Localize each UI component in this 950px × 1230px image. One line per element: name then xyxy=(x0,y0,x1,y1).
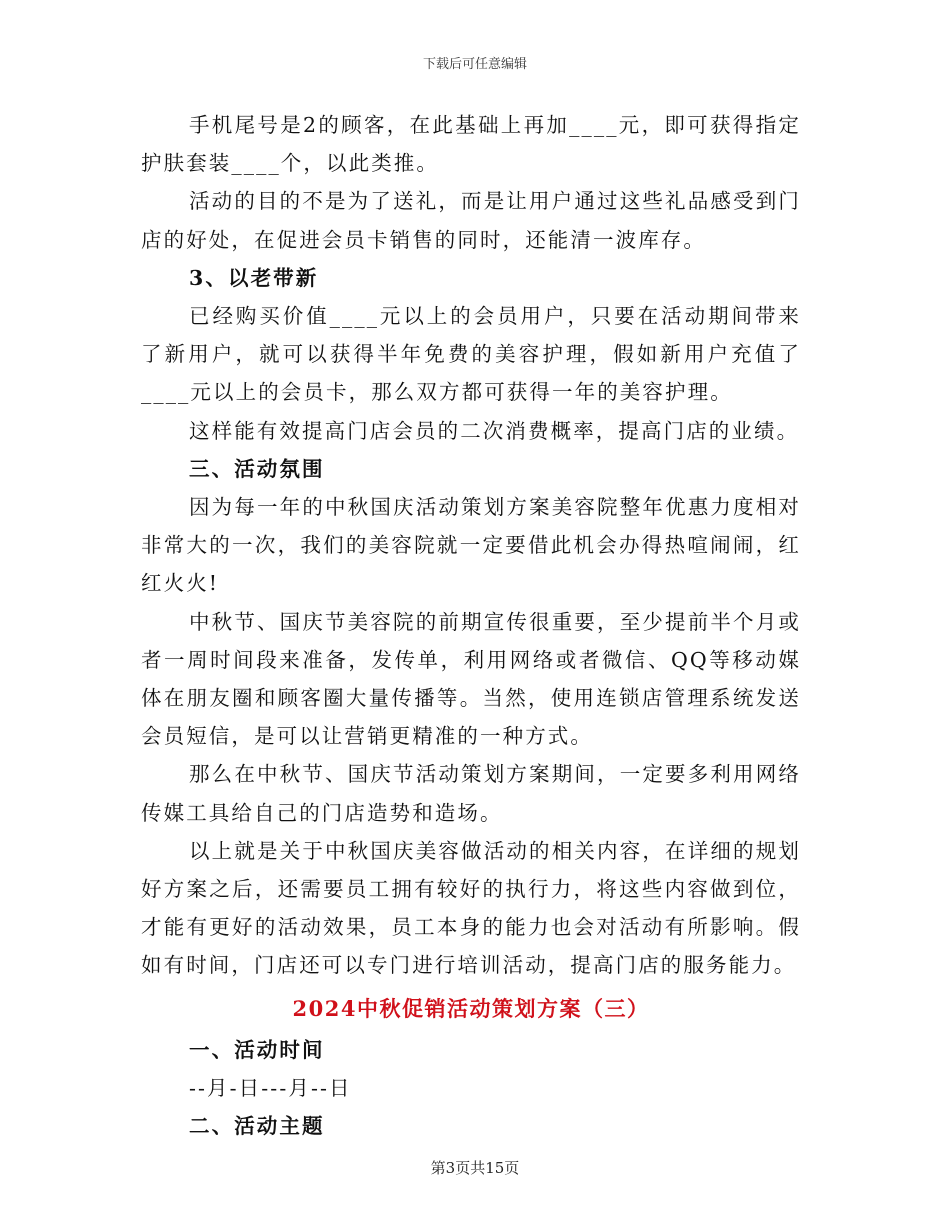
paragraph-phone-tail: 手机尾号是2的顾客，在此基础上再加____元，即可获得指定护肤套装____个，以此类推。 xyxy=(141,113,801,176)
page-header: 下载后可任意编辑 xyxy=(422,57,527,72)
paragraph-promotion: 中秋节、国庆节美容院的前期宣传很重要，至少提前半个月或者一周时间段来准备，发传单，利用网络或者微信、QQ等移动媒体在朋友圈和顾客圈大量传播等。当然，使用连锁店管理系统发送会员短信，是可以让营销更精准的一种方式。 xyxy=(141,609,801,749)
heading-old-bring-new: 3、以老带新 xyxy=(189,265,319,290)
paragraph-network-media: 那么在中秋节、国庆节活动策划方案期间，一定要多利用网络传媒工具给自己的门店造势和造场。 xyxy=(141,762,801,825)
page-footer: 第3页共15页 xyxy=(430,1159,520,1177)
paragraph-referral: 已经购买价值____元以上的会员用户，只要在活动期间带来了新用户，就可以获得半年免费的美容护理，假如新用户充值了____元以上的会员卡，那么双方都可获得一年的美容护理。 xyxy=(141,304,801,405)
activity-date-range: --月-日---月--日 xyxy=(189,1075,352,1100)
paragraph-repeat-consumption: 这样能有效提高门店会员的二次消费概率，提高门店的业绩。 xyxy=(189,418,800,443)
section-title: 2024中秋促销活动策划方案（三） xyxy=(292,995,650,1021)
heading-atmosphere: 三、活动氛围 xyxy=(189,456,325,481)
paragraph-summary: 以上就是关于中秋国庆美容做活动的相关内容，在详细的规划好方案之后，还需要员工拥有较好的执行力，将这些内容做到位，才能有更好的活动效果，员工本身的能力也会对活动有所影响。假如有时间，门店还可以专门进行培训活动，提高门店的服务能力。 xyxy=(141,838,801,978)
paragraph-atmosphere: 因为每一年的中秋国庆活动策划方案美容院整年优惠力度相对非常大的一次，我们的美容院就一定要借此机会办得热喧闹闹，红红火火! xyxy=(141,495,801,596)
paragraph-activity-purpose: 活动的目的不是为了送礼，而是让用户通过这些礼品感受到门店的好处，在促进会员卡销售的同时，还能清一波库存。 xyxy=(141,189,801,252)
heading-activity-time: 一、活动时间 xyxy=(189,1037,325,1062)
document-body xyxy=(141,106,801,1145)
heading-activity-theme: 二、活动主题 xyxy=(189,1114,325,1139)
